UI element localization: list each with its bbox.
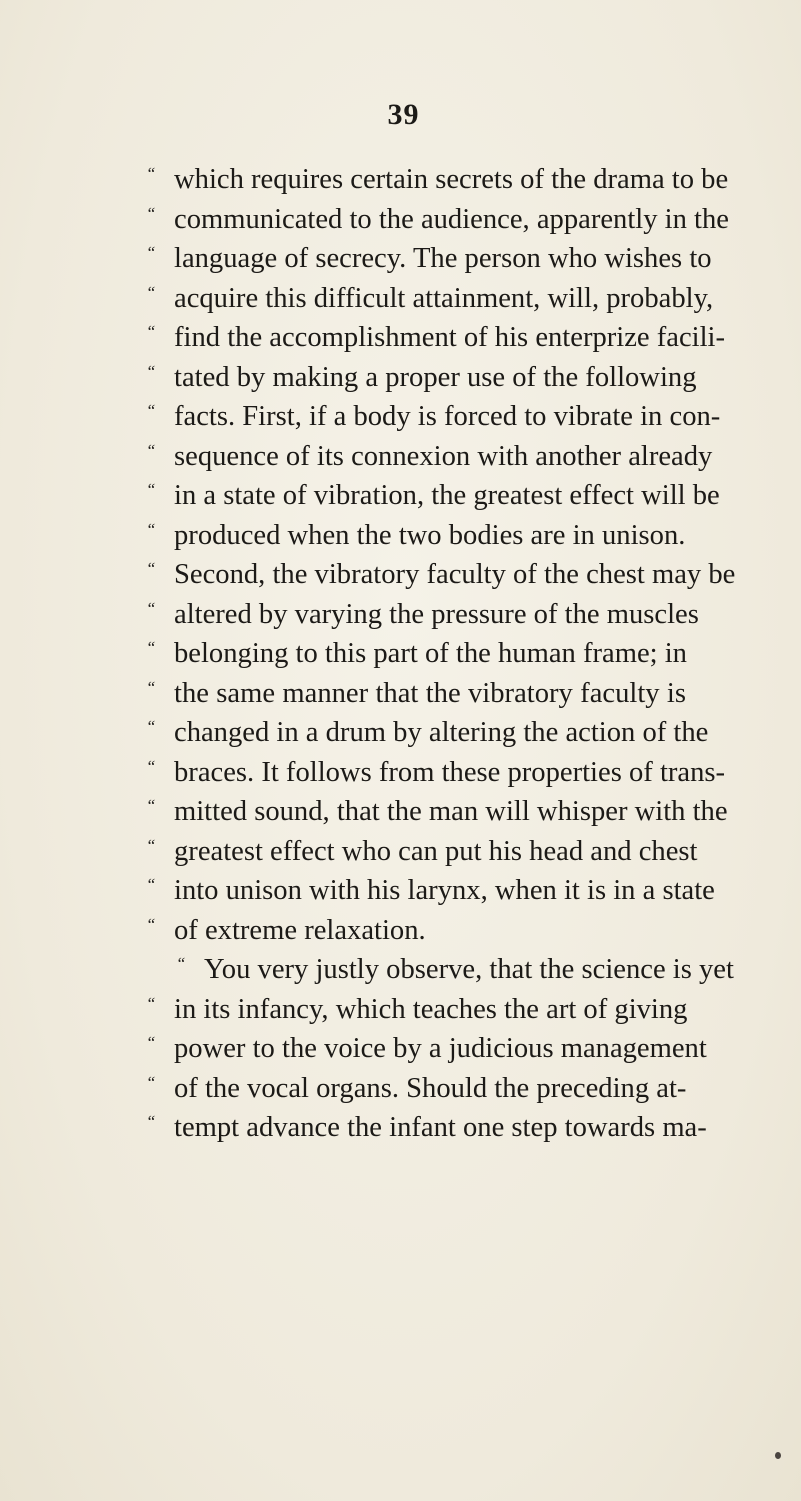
line-text: acquire this difficult attainment, will, probably, xyxy=(174,282,714,314)
text-line xyxy=(146,279,714,319)
line-text: of the vocal organs. Should the preceding at- xyxy=(174,1072,687,1104)
text-line xyxy=(146,358,697,398)
line-text: sequence of its connexion with another already xyxy=(174,440,713,472)
quote-mark: “ xyxy=(146,638,156,657)
text-line xyxy=(146,911,686,951)
text-line xyxy=(146,595,699,635)
line-text: power to the voice by a judicious management xyxy=(174,1033,707,1064)
quote-mark: “ xyxy=(146,1072,156,1092)
text-line xyxy=(146,1069,686,1109)
text-line xyxy=(146,832,698,872)
text-line xyxy=(146,160,729,200)
quote-mark: “ xyxy=(146,164,156,183)
quote-mark: “ xyxy=(146,835,156,855)
line-text: braces. It follows from these properties of trans- xyxy=(174,756,726,788)
line-text: communicated to the audience, apparently in the xyxy=(174,203,729,235)
text-line xyxy=(146,713,709,753)
line-text: of extreme relaxation. xyxy=(174,914,426,946)
quote-mark: “ xyxy=(146,243,156,262)
quote-mark: “ xyxy=(146,796,156,815)
line-text: You very justly observe, that the science is yet xyxy=(204,954,734,985)
line-text: into unison with his larynx, when it is in a state xyxy=(174,875,715,906)
line-text: find the accomplishment of his enterprize facili- xyxy=(174,322,726,353)
quote-mark: “ xyxy=(146,282,156,302)
text-line xyxy=(146,634,686,674)
text-line xyxy=(146,200,729,240)
quote-mark: “ xyxy=(146,322,156,341)
ink-speck xyxy=(775,1452,781,1459)
body-text xyxy=(146,160,736,1148)
line-text: tempt advance the infant one step towards ma- xyxy=(174,1112,707,1143)
quote-mark: “ xyxy=(146,440,156,460)
quote-mark: “ xyxy=(146,203,156,223)
text-line xyxy=(146,555,736,595)
line-text: in its infancy, which teaches the art of giving xyxy=(174,993,688,1025)
line-text: which requires certain secrets of the drama to be xyxy=(174,164,729,195)
quote-mark: “ xyxy=(146,914,156,934)
text-line xyxy=(146,437,713,477)
page-number: 39 xyxy=(387,98,420,131)
quote-mark: “ xyxy=(146,559,156,578)
line-text: tated by making a proper use of the following xyxy=(174,361,697,393)
text-line xyxy=(146,674,686,714)
text-line xyxy=(146,318,726,358)
quote-mark: “ xyxy=(146,756,156,776)
text-line xyxy=(146,516,686,556)
quote-mark: “ xyxy=(176,954,186,973)
quote-mark: “ xyxy=(146,1033,156,1052)
text-line xyxy=(146,397,721,437)
quote-mark: “ xyxy=(146,875,156,894)
quote-mark: “ xyxy=(146,598,156,618)
text-line xyxy=(146,1108,707,1148)
quote-mark: “ xyxy=(146,993,156,1013)
text-line xyxy=(146,476,720,516)
quote-mark: “ xyxy=(146,1112,156,1131)
line-text: Second, the vibratory faculty of the chest may be xyxy=(174,559,736,590)
quote-mark: “ xyxy=(146,677,156,697)
quote-mark: “ xyxy=(146,401,156,420)
line-text: greatest effect who can put his head and chest xyxy=(174,835,698,867)
text-line xyxy=(146,950,734,990)
line-text: facts. First, if a body is forced to vibrate in con- xyxy=(174,401,721,432)
text-line xyxy=(146,792,728,832)
quote-mark: “ xyxy=(146,480,156,499)
text-line xyxy=(146,753,726,793)
line-text: altered by varying the pressure of the muscles xyxy=(174,598,699,630)
line-text: the same manner that the vibratory faculty is xyxy=(174,677,686,709)
line-text: mitted sound, that the man will whisper with the xyxy=(174,796,728,827)
line-text: produced when the two bodies are in unison. xyxy=(174,519,686,551)
text-line xyxy=(146,990,686,1030)
line-text: belonging to this part of the human frame; in xyxy=(174,638,687,669)
text-line xyxy=(146,871,715,911)
text-line xyxy=(146,1029,707,1069)
text-line xyxy=(146,239,712,279)
quote-mark: “ xyxy=(146,519,156,539)
quote-mark: “ xyxy=(146,361,156,381)
quote-mark: “ xyxy=(146,717,156,736)
line-text: in a state of vibration, the greatest effect will be xyxy=(174,480,720,511)
line-text: changed in a drum by altering the action of the xyxy=(174,717,709,748)
line-text: language of secrecy. The person who wishes to xyxy=(174,243,712,274)
